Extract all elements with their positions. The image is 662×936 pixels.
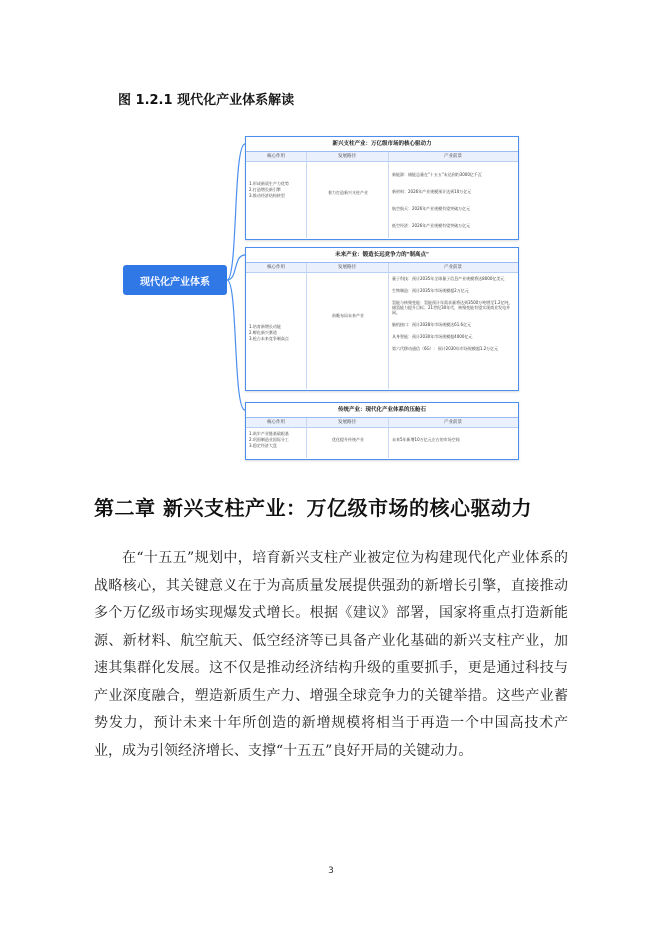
prospects-column xyxy=(392,437,516,443)
card-header-row xyxy=(246,418,518,428)
prospect-item: 量子科技：预计2035年全球量子信息产业规模将达8000亿美元 xyxy=(392,276,505,281)
figure-caption: 图 1.2.1 现代化产业体系解读 xyxy=(118,93,295,108)
body-paragraph: 在“十五五”规划中，培育新兴支柱产业被定位为构建现代化产业体系的战略核心，其关键意义在于为高质量发展提供强劲的新增长引擎，直接推动多个万亿级市场实现爆发式增长。根据《建议》部署，国家将重点打造新能源、新材料、航空航天、低空经济等已具备产业化基础的新兴支柱产业，加速其集群化发展。这不仅是推动经济结构升级的重要抓手，更是通过科技与产业深度融合，塑造新质生产力、增强全球竞争力的关键举措。这些产业蓄势发力，预计未来十年所创造的新增规模将相当于再造一个中国高技术产业，成为引领经济增长、支撑“十五五”良好开局的关键动力。 xyxy=(94,550,568,759)
header-role: 核心作用 xyxy=(267,265,285,270)
prospect-item: 具身智能：预计2030年市场规模超4000亿元 xyxy=(392,334,473,339)
prospect-item: 生物制造：预计2035年市场规模超2万亿元 xyxy=(392,288,469,293)
card-future-industries xyxy=(245,247,519,391)
header-role: 核心作用 xyxy=(267,154,285,159)
header-path: 发展路径 xyxy=(338,265,356,270)
card-header-row xyxy=(246,263,518,273)
role-item: 1.筑牢产业链基础根基 xyxy=(249,431,289,436)
prospect-item: 氢能与核聚变能：氢能预计年需求量将达到3500万吨增至1.2亿吨，储氢能力提升目标；21世纪30年代，核聚变能有望实现商业发电并网。 xyxy=(392,300,513,315)
role-item: 3.推动经济结构转型 xyxy=(249,193,285,198)
prospect-item: 第六代移动通信（6G）：预计2030年市场规模超1.2万亿元 xyxy=(392,346,499,351)
prospect-item: 新能源：储能总量在"十五五"末达到约3000亿千瓦 xyxy=(392,172,482,177)
card-title: 传统产业：现代化产业体系的压舱石 xyxy=(246,403,518,418)
header-role: 核心作用 xyxy=(267,420,285,425)
connector-traditional xyxy=(227,280,245,410)
role-item: 2.孵化新兴赛道 xyxy=(249,330,277,335)
role-item: 2.打造增长新引擎 xyxy=(249,187,281,192)
role-item: 1.形成新质生产力优势 xyxy=(249,181,289,186)
role-item: 3.抢占未来竞争制高点 xyxy=(249,336,289,341)
prospect-item: 低空经济：2026年产业规模有望突破万亿元 xyxy=(392,223,471,228)
roles-column xyxy=(249,324,305,342)
prospect-item: 脑机接口：预计2028年市场规模达61.6亿元 xyxy=(392,322,472,327)
card-emerging-industries xyxy=(245,136,519,240)
prospect-item: 航空航天：2026年产业规模有望突破万亿元 xyxy=(392,206,471,211)
path-cell: 优化提升传统产业 xyxy=(332,437,364,442)
header-path: 发展路径 xyxy=(338,420,356,425)
role-item: 2.巩固制造业国际分工 xyxy=(249,437,289,442)
card-header-row xyxy=(246,152,518,162)
connector-emerging xyxy=(227,144,245,280)
header-path: 发展路径 xyxy=(338,154,356,159)
path-cell: 前瞻布局未来产业 xyxy=(332,313,364,318)
page-number: 3 xyxy=(328,866,334,876)
prospect-item: 未来5年新增10万亿元左右的市场空间 xyxy=(392,437,460,442)
path-cell: 着力打造新兴支柱产业 xyxy=(328,190,368,195)
roles-column xyxy=(249,181,305,199)
industry-system-diagram xyxy=(113,130,533,470)
card-title: 新兴支柱产业：万亿级市场的核心驱动力 xyxy=(246,137,518,152)
prospect-item: 新材料：2026年产业规模预计达到10万亿元 xyxy=(392,189,472,194)
chapter-heading: 第二章 新兴支柱产业：万亿级市场的核心驱动力 xyxy=(94,496,532,520)
roles-column xyxy=(249,431,305,449)
header-prospect: 产业前景 xyxy=(444,265,462,270)
header-prospect: 产业前景 xyxy=(444,154,462,159)
root-node: 现代化产业体系 xyxy=(123,265,227,295)
role-item: 3.稳定经济大盘 xyxy=(249,443,277,448)
card-title: 未来产业：锻造长远竞争力的"制高点" xyxy=(246,248,518,263)
header-prospect: 产业前景 xyxy=(444,420,462,425)
prospects-column xyxy=(392,166,516,234)
role-item: 1.培育新增长动能 xyxy=(249,324,281,329)
card-traditional-industries xyxy=(245,402,519,460)
prospects-column xyxy=(392,276,516,351)
